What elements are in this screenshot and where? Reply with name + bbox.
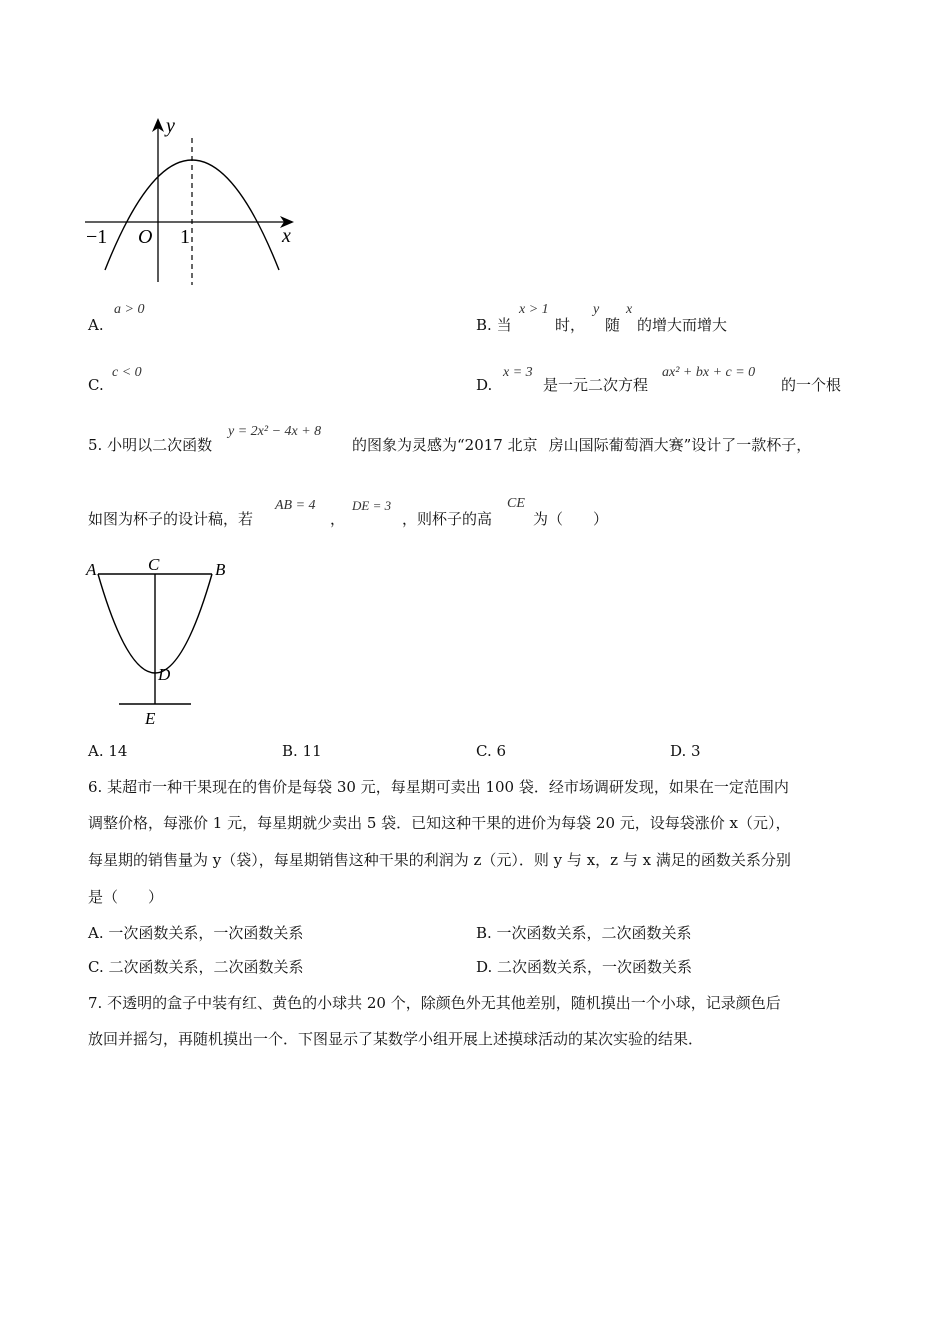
q5-line2-pre: 如图为杯子的设计稿，若	[88, 510, 254, 528]
label-b: B	[215, 560, 226, 579]
q5-de: DE = 3	[352, 498, 392, 513]
q5-option-c: C. 6	[476, 742, 507, 760]
q7-line2: 放回并摇匀，再随机摸出一个．下图显示了某数学小组开展上述摸球活动的某次实验的结果．	[88, 1030, 704, 1048]
label-c: C	[148, 555, 160, 574]
q6-line4: 是（ ）	[88, 888, 164, 906]
option-letter: A.	[88, 316, 104, 334]
q6-line2: 调整价格，每涨价 1 元，每星期就少卖出 5 袋．已知这种干果的进价为每袋 20 元，设每袋涨价 x（元），	[88, 814, 791, 832]
q5-option-d: D. 3	[670, 742, 701, 760]
option-letter: B.	[476, 316, 492, 334]
q5-function: y = 2x² − 4x + 8	[228, 424, 322, 439]
q5-line2-mid: ，则杯子的高	[402, 510, 493, 528]
x-axis-label: x	[282, 225, 291, 247]
q4-option-a-math: a > 0	[114, 302, 145, 317]
text-segment: 当	[496, 316, 512, 334]
tick-1-label: 1	[180, 226, 190, 248]
q5-line2-post: 为（ ）	[533, 510, 609, 528]
q5-ce: CE	[507, 496, 525, 511]
q4-b-mid-1: 时，	[555, 316, 586, 334]
label-e: E	[145, 709, 156, 728]
q6-line1: 6. 某超市一种干果现在的售价是每袋 30 元，每星期可卖出 100 袋．经市场调研发现，如果在一定范围内	[88, 778, 789, 796]
q4-b-post: 的增大而增大	[637, 316, 728, 334]
q4-d-math-1: x = 3	[503, 365, 533, 380]
q6-option-a: A. 一次函数关系，一次函数关系	[88, 924, 304, 942]
cup-design-figure	[82, 552, 242, 730]
q5-line1-post	[352, 438, 811, 453]
q4-b-math-2: y	[593, 302, 600, 317]
q4-option-c: C.	[88, 376, 104, 394]
q4-option-a	[88, 318, 104, 333]
q4-b-math-3: x	[626, 302, 633, 317]
q4-d-mid: 是一元二次方程	[543, 376, 649, 394]
q5-ab: AB = 4	[275, 498, 316, 513]
q6-option-d: D. 二次函数关系，一次函数关系	[476, 958, 693, 976]
q6-option-b: B. 一次函数关系，二次函数关系	[476, 924, 692, 942]
tick-neg1-label: −1	[86, 226, 108, 248]
q4-b-mid-2: 随	[605, 316, 621, 334]
label-d: D	[158, 665, 171, 684]
text-segment: 房山国际葡萄酒大赛”设计了一款杯子，	[548, 436, 812, 454]
q7-line1: 7. 不透明的盒子中装有红、黄色的小球共 20 个，除颜色外无其他差别，随机摸出一个小球，记录颜色后	[88, 994, 781, 1012]
origin-label: O	[138, 226, 153, 248]
q4-option-d: D.	[476, 376, 493, 394]
q5-line1-pre: 5. 小明以二次函数	[88, 436, 213, 454]
q5-option-b: B. 11	[282, 742, 322, 760]
label-a: A	[86, 560, 97, 579]
text-segment: 的图象为灵感为“2017 北京	[352, 436, 538, 454]
q4-d-post: 的一个根	[781, 376, 842, 394]
q6-option-c: C. 二次函数关系，二次函数关系	[88, 958, 304, 976]
q6-line3: 每星期的销售量为 y（袋），每星期销售这种干果的利润为 z（元）．则 y 与 x，z 与 x 满足的函数关系分别	[88, 851, 791, 869]
q4-option-b	[476, 318, 512, 333]
q4-option-c-math: c < 0	[112, 365, 142, 380]
q4-d-math-2: ax² + bx + c = 0	[662, 365, 756, 380]
parabola-graph-figure	[80, 110, 310, 290]
y-axis-label: y	[166, 115, 175, 137]
q5-option-a: A. 14	[88, 742, 128, 760]
q4-b-math-1: x > 1	[519, 302, 549, 317]
q5-comma: ，	[330, 510, 346, 528]
